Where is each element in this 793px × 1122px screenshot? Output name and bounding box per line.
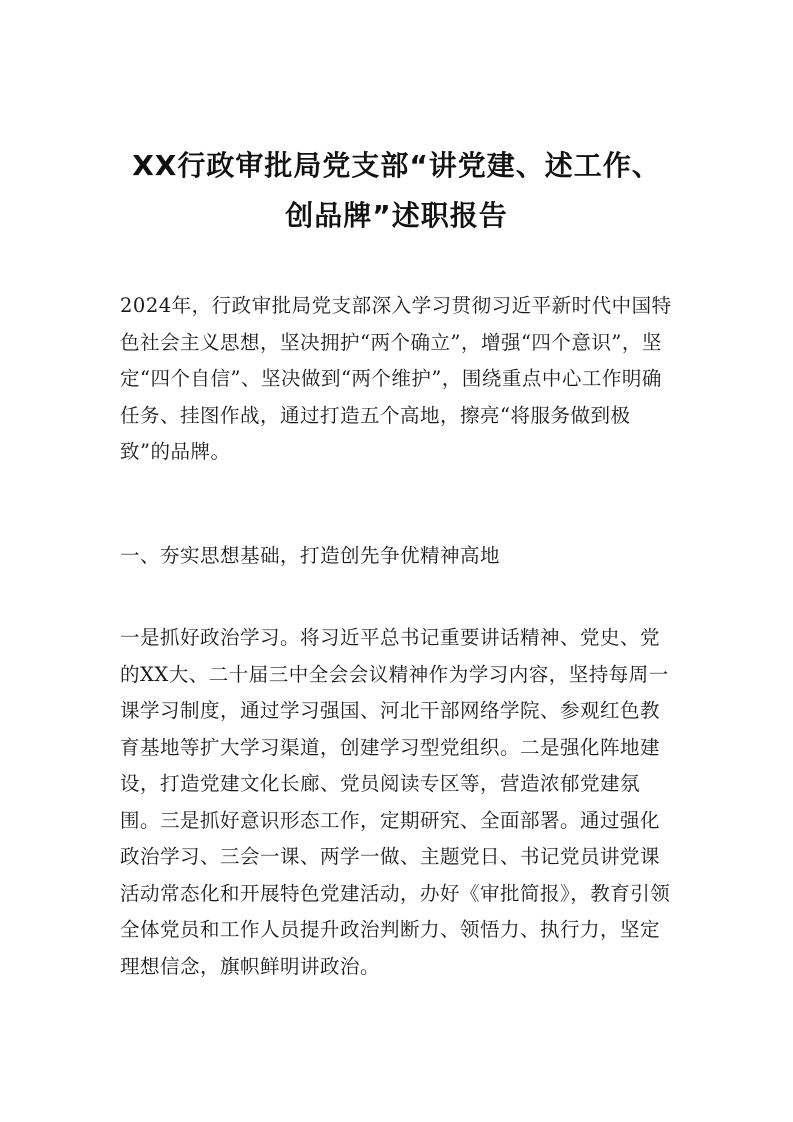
intro-paragraph: 2024年，行政审批局党支部深入学习贯彻习近平新时代中国特色社会主义思想，坚决拥护“两个确立”，增强“四个意识”，坚定“四个自信”、坚决做到“两个维护”，围绕重点中心工作明确任务、挂图作战，通过打造五个高地，擦亮“将服务做到极致”的品牌。 (120, 294, 672, 463)
title-line-2: 创品牌”述职报告 (285, 198, 508, 232)
section-paragraph: 一是抓好政治学习。将习近平总书记重要讲话精神、党史、党的XX大、二十届三中全会会议精神作为学习内容，坚持每周一课学习制度，通过学习强国、河北干部网络学院、参观红色教育基地等扩大学习渠道，创建学习型党组织。二是强化阵地建设，打造党建文化长廊、党员阅读专区等，营造浓郁党建氛围。三是抓好意识形态工作，定期研究、全面部署。通过强化政治学习、三会一课、两学一做、主题党日、书记党员讲党课活动常态化和开展特色党建活动，办好《审批简报》，教育引领全体党员和工作人员提升政治判断力、领悟力、执行力，坚定理想信念，旗帜鲜明讲政治。 (120, 626, 671, 978)
document-title (100, 141, 693, 241)
title-line-1: XX行政审批局党支部“讲党建、述工作、 (132, 148, 661, 182)
section-heading: 一、夯实思想基础，打造创先争优精神高地 (120, 544, 501, 567)
